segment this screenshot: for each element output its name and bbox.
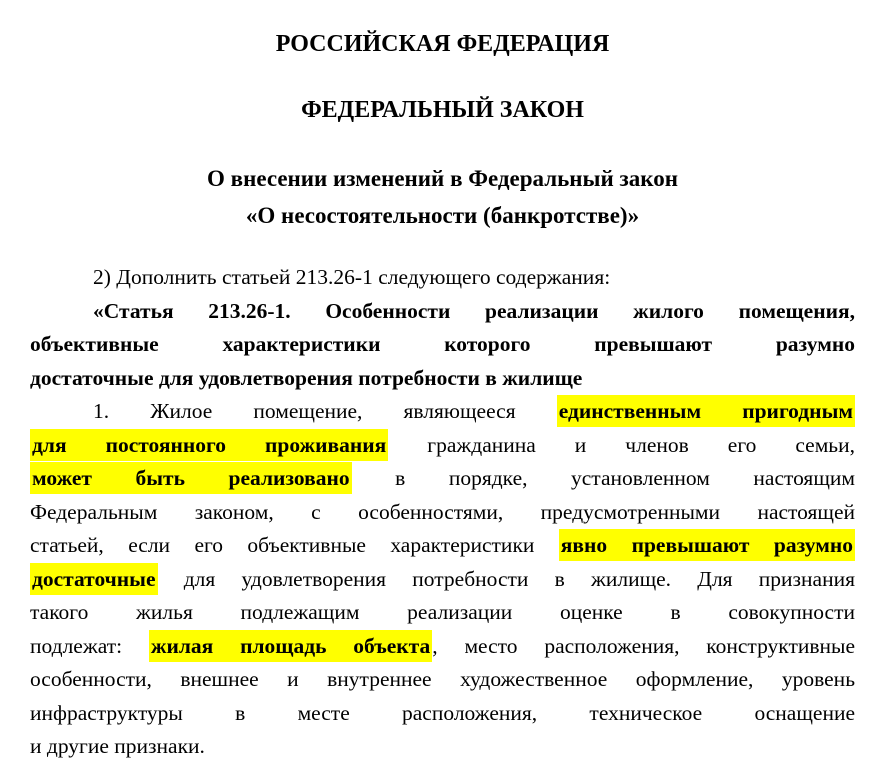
highlighted-text: достаточные xyxy=(30,563,158,595)
text-segment: Федеральным законом, с особенностями, предусмотренными настоящей xyxy=(30,499,855,524)
highlighted-text: может быть реализовано xyxy=(30,462,352,494)
text-segment: в порядке, установленном настоящим xyxy=(351,466,855,490)
text-line xyxy=(30,496,855,530)
law-subtitle xyxy=(30,160,855,234)
highlighted-text: жилая площадь объекта xyxy=(149,630,432,662)
text-line xyxy=(30,563,855,597)
text-segment: такого жилья подлежащим реализации оценке в совокупности xyxy=(30,600,855,624)
text-line xyxy=(30,395,855,429)
title-federal-law: ФЕДЕРАЛЬНЫЙ ЗАКОН xyxy=(301,97,584,123)
text-segment: особенности, внешнее и внутреннее художественное оформление, уровень xyxy=(30,667,855,691)
text-segment: гражданина и членов его семьи, xyxy=(388,432,855,457)
text-segment: для удовлетворения потребности в жилище. Для признания xyxy=(157,566,855,591)
text-line xyxy=(30,429,855,463)
text-segment: достаточные для удовлетворения потребности в жилище xyxy=(30,365,583,390)
highlighted-text: единственным пригодным xyxy=(557,395,855,427)
text-line xyxy=(30,261,855,295)
subtitle-line-2: «О несостоятельности (банкротстве)» xyxy=(245,203,640,228)
text-segment: статьей, если его объективные характеристики xyxy=(30,533,559,557)
text-line xyxy=(30,529,855,563)
text-line xyxy=(30,697,855,731)
text-segment: подлежат: xyxy=(30,633,149,658)
highlighted-text: явно превышают разумно xyxy=(559,529,855,561)
text-segment: «Статья 213.26-1. Особенности реализации жилого помещения, xyxy=(93,298,855,323)
text-segment: 2) Дополнить статьей 213.26-1 следующего содержания: xyxy=(93,265,611,289)
text-segment: , место расположения, конструктивные xyxy=(432,633,856,658)
highlighted-text: для постоянного проживания xyxy=(30,429,388,461)
text-segment: и другие признаки. xyxy=(30,734,205,758)
text-segment: 1. Жилое помещение, являющееся xyxy=(93,399,557,423)
text-line xyxy=(30,328,855,362)
text-line xyxy=(30,295,855,329)
text-line xyxy=(30,630,855,664)
text-segment: инфраструктуры в месте расположения, техническое оснащение xyxy=(30,700,855,725)
document-body xyxy=(30,261,855,764)
text-line xyxy=(30,462,855,496)
text-line xyxy=(30,730,855,764)
subtitle-line-1: О внесении изменений в Федеральный закон xyxy=(207,166,678,191)
title-russian-federation: РОССИЙСКАЯ ФЕДЕРАЦИЯ xyxy=(275,31,610,57)
text-line xyxy=(30,596,855,630)
text-line xyxy=(30,663,855,697)
text-segment: объективные характеристики которого превышают разумно xyxy=(30,332,855,356)
text-line xyxy=(30,362,855,396)
